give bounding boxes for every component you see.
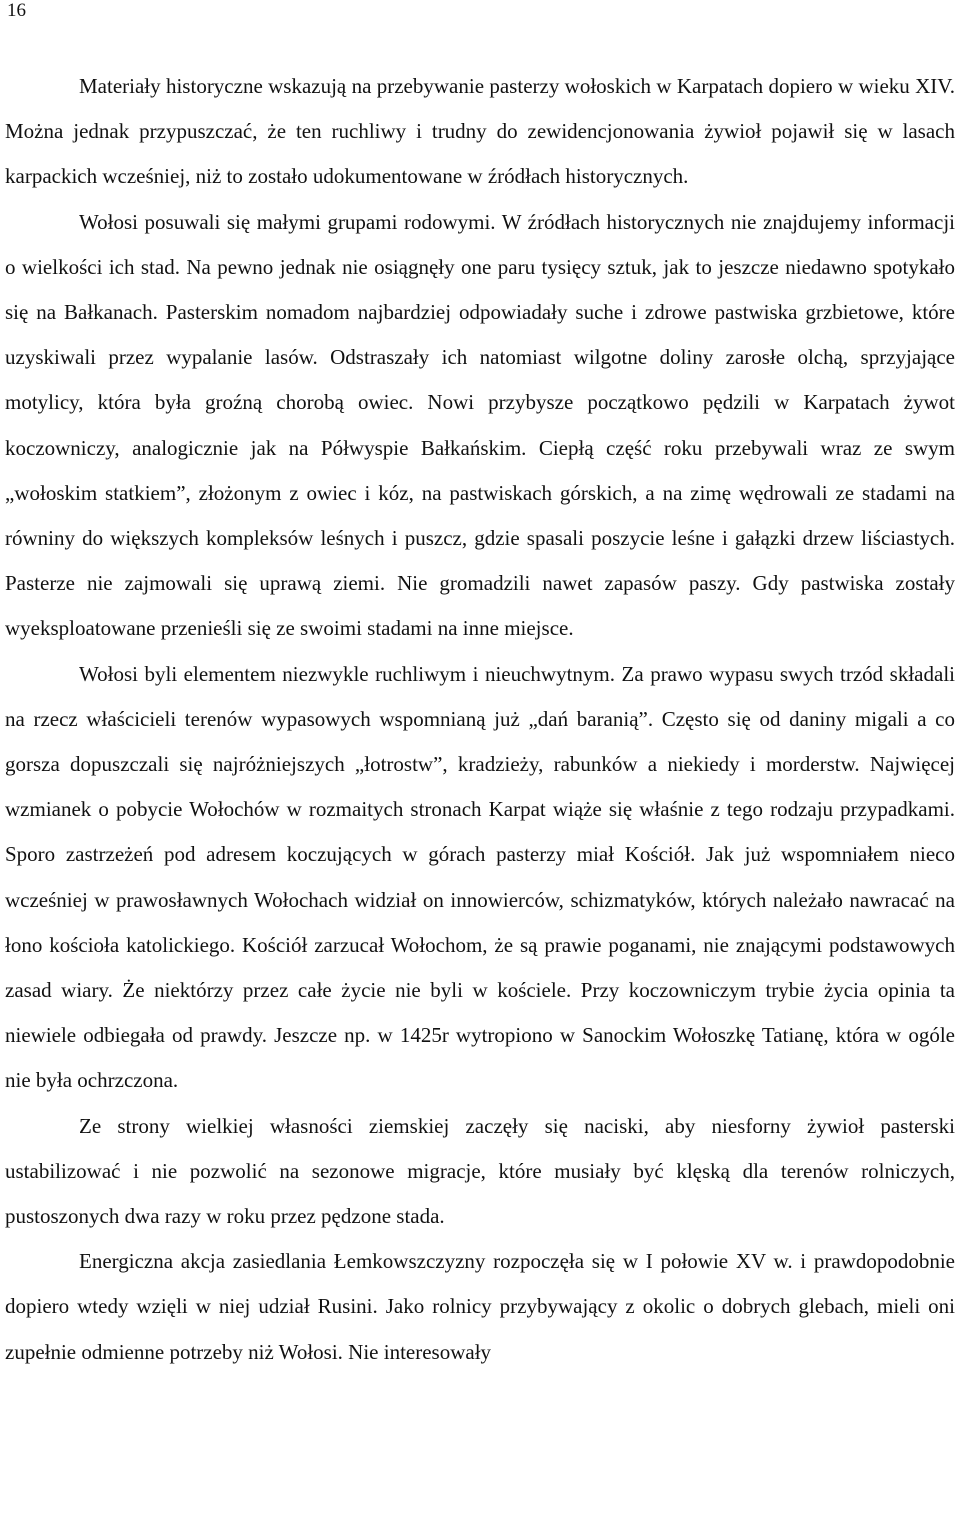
paragraph: Wołosi byli elementem niezwykle ruchliwym i nieuchwytnym. Za prawo wypasu swych trzód składali na rzecz właścicieli terenów wypasowych wspomnianą już „dań baranią”. Często się od daniny migali a co gorsza dopuszczali się najróżniejszych „łotrostw”, kradzieży, rabunków a niekiedy i morderstw. Najwięcej wzmianek o pobycie Wołochów w rozmaitych stronach Karpat wiąże się właśnie z tego rodzaju przypadkami. Sporo zastrzeżeń pod adresem koczujących w górach pasterzy miał Kościół. Jak już wspomniałem nieco wcześniej w prawosławnych Wołochach widział on innowierców, schizmatyków, których należało nawracać na łono kościoła katolickiego. Kościół zarzucał Wołochom, że są prawie poganami, nie znającymi podstawowych zasad wiary. Że niektórzy przez całe życie nie byli w kościele. Przy koczowniczym trybie życia opinia ta niewiele odbiegała od prawdy. Jeszcze np. w 1425r wytropiono w Sanockim Wołoszkę Tatianę, która w ogóle nie była ochrzczona. (5, 661, 955, 1093)
paragraph: Wołosi posuwali się małymi grupami rodowymi. W źródłach historycznych nie znajdujemy informacji o wielkości ich stad. Na pewno jednak nie osiągnęły one paru tysięcy sztuk, jak to jeszcze niedawno spotykało się na Bałkanach. Pasterskim nomadom najbardziej odpowiadały suche i zdrowe pastwiska grzbietowe, które uzyskiwali przez wypalanie lasów. Odstraszały ich natomiast wilgotne doliny zarosłe olchą, sprzyjające motylicy, która była groźną chorobą owiec. Nowi przybysze początkowo pędzili w Karpatach żywot koczowniczy, analogicznie jak na Półwyspie Bałkańskim. Ciepłą część roku przebywali wraz ze swym „wołoskim statkiem”, złożonym z owiec i kóz, na pastwiskach górskich, a na zimę wędrowali ze stadami na równiny do większych kompleksów leśnych i puszcz, gdzie spasali poszycie leśne i gałązki drzew liściastych. Pasterze nie zajmowali się uprawą ziemi. Nie gromadzili nawet zapasów paszy. Gdy pastwiska zostały wyeksploatowane przenieśli się ze swoimi stadami na inne miejsce. (5, 209, 955, 641)
page-number: 16 (7, 0, 26, 21)
paragraph: Energiczna akcja zasiedlania Łemkowszczyzny rozpoczęła się w I połowie XV w. i prawdopodobnie dopiero wtedy wzięli w niej udział Rusini. Jako rolnicy przybywający z okolic o dobrych glebach, mieli oni zupełnie odmienne potrzeby niż Wołosi. Nie interesowały (5, 1249, 955, 1364)
paragraph: Materiały historyczne wskazują na przebywanie pasterzy wołoskich w Karpatach dopiero w wieku XIV. Można jednak przypuszczać, że ten ruchliwy i trudny do zewidencjonowania żywioł pojawił się w lasach karpackich wcześniej, niż to zostało udokumentowane w źródłach historycznych. (5, 74, 955, 189)
document-body (5, 64, 955, 1375)
paragraph: Ze strony wielkiej własności ziemskiej zaczęły się naciski, aby niesforny żywioł pasterski ustabilizować i nie pozwolić na sezonowe migracje, które musiały być klęską dla terenów rolniczych, pustoszonych dwa razy w roku przez pędzone stada. (5, 1113, 955, 1229)
